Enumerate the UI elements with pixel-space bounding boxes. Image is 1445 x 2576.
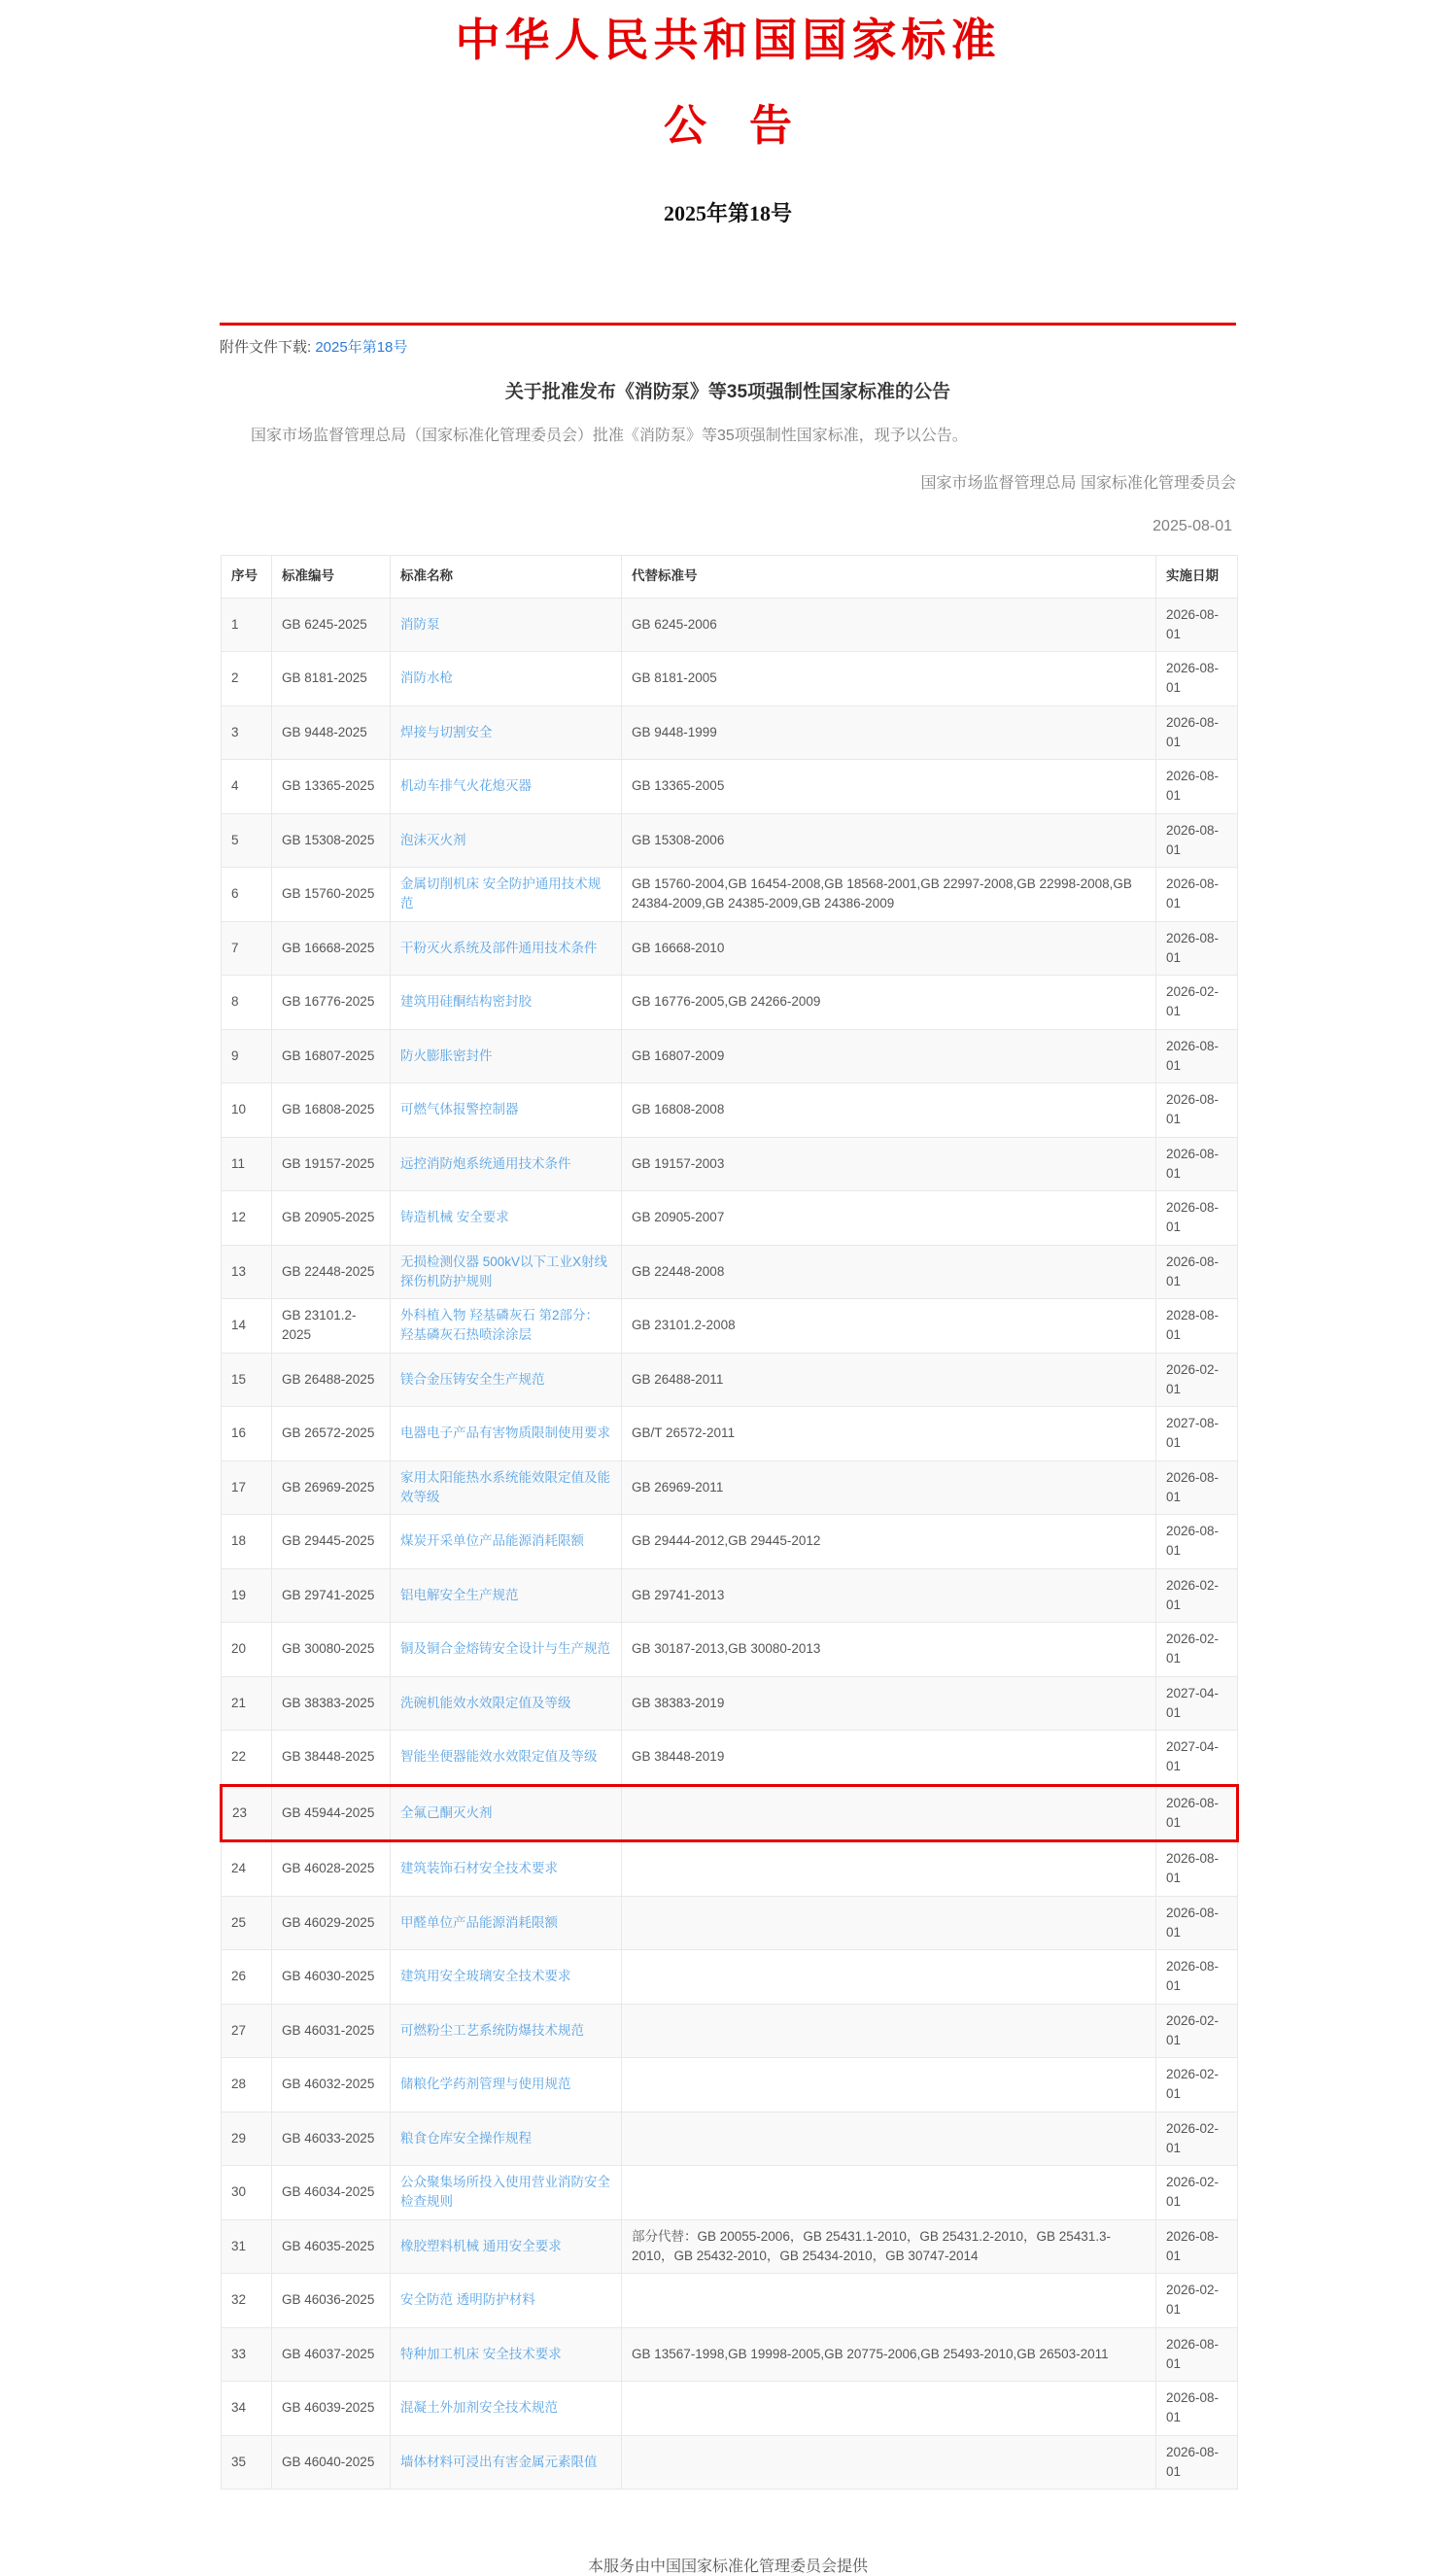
table-row [222, 705, 1238, 760]
column-header-0: 序号 [222, 556, 272, 598]
row-replaces-cell [622, 2166, 1156, 2220]
row-name-cell [391, 1623, 622, 1677]
table-row [222, 2112, 1238, 2166]
table-row [222, 1731, 1238, 1786]
row-name-cell [391, 2112, 622, 2166]
row-replaces-cell: GB 22448-2008 [622, 1245, 1156, 1299]
row-code-cell: GB 15760-2025 [272, 868, 391, 922]
standard-name-link[interactable]: 甲醛单位产品能源消耗限额 [400, 1914, 558, 1930]
row-date-cell: 2026-08-01 [1156, 2327, 1238, 2382]
row-date-cell: 2026-02-01 [1156, 1568, 1238, 1623]
standard-name-link[interactable]: 金属切削机床 安全防护通用技术规范 [400, 876, 602, 911]
row-replaces-cell [622, 2435, 1156, 2490]
table-row [222, 1896, 1238, 1950]
standard-name-link[interactable]: 泡沫灭火剂 [400, 832, 466, 847]
row-no-cell: 11 [222, 1137, 272, 1191]
row-date-cell: 2026-02-01 [1156, 1353, 1238, 1407]
standard-name-link[interactable]: 远控消防炮系统通用技术条件 [400, 1155, 571, 1171]
row-code-cell: GB 46039-2025 [272, 2382, 391, 2436]
table-row [222, 1245, 1238, 1299]
row-replaces-cell: GB 8181-2005 [622, 652, 1156, 706]
row-code-cell: GB 26488-2025 [272, 1353, 391, 1407]
row-replaces-cell: GB 26488-2011 [622, 1353, 1156, 1407]
row-date-cell: 2026-08-01 [1156, 760, 1238, 814]
row-name-cell [391, 868, 622, 922]
table-row [222, 1083, 1238, 1138]
table-row [222, 1137, 1238, 1191]
row-replaces-cell: GB 15308-2006 [622, 813, 1156, 868]
standard-name-link[interactable]: 粮食仓库安全操作规程 [400, 2130, 532, 2146]
row-no-cell: 33 [222, 2327, 272, 2382]
row-code-cell: GB 13365-2025 [272, 760, 391, 814]
row-code-cell: GB 30080-2025 [272, 1623, 391, 1677]
row-no-cell: 26 [222, 1950, 272, 2005]
column-header-2: 标准名称 [391, 556, 622, 598]
row-date-cell: 2026-08-01 [1156, 1137, 1238, 1191]
standard-name-link[interactable]: 公众聚集场所投入使用营业消防安全检查规则 [400, 2175, 610, 2210]
row-code-cell: GB 16668-2025 [272, 921, 391, 976]
standard-name-link[interactable]: 全氟己酮灭火剂 [400, 1804, 493, 1820]
page-title: 中华人民共和国国家标准 [455, 16, 1001, 65]
row-replaces-cell: GB 9448-1999 [622, 705, 1156, 760]
row-date-cell: 2027-04-01 [1156, 1731, 1238, 1786]
footer-text: 本服务由中国国家标准化管理委员会提供 [587, 2559, 868, 2576]
signature-date: 2025-08-01 [1153, 518, 1232, 535]
row-name-cell [391, 1731, 622, 1786]
row-date-cell: 2026-02-01 [1156, 1623, 1238, 1677]
row-replaces-cell [622, 1950, 1156, 2005]
row-code-cell: GB 29741-2025 [272, 1568, 391, 1623]
standards-table [220, 555, 1239, 2490]
row-date-cell: 2026-02-01 [1156, 2058, 1238, 2112]
row-no-cell: 31 [222, 2219, 272, 2274]
row-date-cell: 2026-08-01 [1156, 1896, 1238, 1950]
row-code-cell: GB 46040-2025 [272, 2435, 391, 2490]
row-replaces-cell: GB 16808-2008 [622, 1083, 1156, 1138]
row-replaces-cell [622, 2382, 1156, 2436]
row-replaces-cell: GB 13567-1998,GB 19998-2005,GB 20775-2006,GB 25493-2010,GB 26503-2011 [622, 2327, 1156, 2382]
row-name-cell [391, 1083, 622, 1138]
row-date-cell: 2026-08-01 [1156, 1191, 1238, 1246]
row-no-cell: 28 [222, 2058, 272, 2112]
row-code-cell: GB 15308-2025 [272, 813, 391, 868]
table-row [222, 2004, 1238, 2058]
standard-name-link[interactable]: 储粮化学药剂管理与使用规范 [400, 2077, 571, 2092]
standard-name-link[interactable]: 建筑装饰石材安全技术要求 [400, 1861, 558, 1876]
row-date-cell: 2027-08-01 [1156, 1407, 1238, 1461]
row-no-cell: 25 [222, 1896, 272, 1950]
row-name-cell [391, 2382, 622, 2436]
table-row [222, 2166, 1238, 2220]
issue-number: 2025年第18号 [663, 201, 792, 226]
signature-line: 国家市场监督管理总局 国家标准化管理委员会 [920, 475, 1236, 493]
row-no-cell: 10 [222, 1083, 272, 1138]
row-name-cell [391, 2327, 622, 2382]
row-replaces-cell [622, 2112, 1156, 2166]
row-no-cell: 30 [222, 2166, 272, 2220]
row-replaces-cell: GB 38448-2019 [622, 1731, 1156, 1786]
row-name-cell [391, 1568, 622, 1623]
row-code-cell: GB 8181-2025 [272, 652, 391, 706]
table-row [222, 1353, 1238, 1407]
table-row [222, 976, 1238, 1030]
row-code-cell: GB 22448-2025 [272, 1245, 391, 1299]
table-row [222, 1676, 1238, 1731]
row-name-cell [391, 1407, 622, 1461]
row-date-cell: 2028-08-01 [1156, 1299, 1238, 1354]
attachment-link[interactable]: 2025年第18号 [315, 339, 408, 357]
row-code-cell: GB 46032-2025 [272, 2058, 391, 2112]
row-code-cell: GB 46031-2025 [272, 2004, 391, 2058]
row-no-cell: 18 [222, 1515, 272, 1569]
column-header-4: 实施日期 [1156, 556, 1238, 598]
row-replaces-cell: GB 29444-2012,GB 29445-2012 [622, 1515, 1156, 1569]
table-row [222, 1460, 1238, 1515]
standard-name-link[interactable]: 建筑用安全玻璃安全技术要求 [400, 1969, 571, 1984]
standard-name-link[interactable]: 安全防范 透明防护材料 [400, 2292, 535, 2308]
row-code-cell: GB 9448-2025 [272, 705, 391, 760]
row-name-cell [391, 652, 622, 706]
row-name-cell [391, 1785, 622, 1841]
row-replaces-cell: GB 16807-2009 [622, 1029, 1156, 1083]
row-code-cell: GB 46036-2025 [272, 2274, 391, 2328]
row-date-cell: 2026-08-01 [1156, 705, 1238, 760]
standard-name-link[interactable]: 家用太阳能热水系统能效限定值及能效等级 [400, 1469, 610, 1504]
row-no-cell: 9 [222, 1029, 272, 1083]
standard-name-link[interactable]: 建筑用硅酮结构密封胶 [400, 994, 532, 1010]
row-date-cell: 2026-08-01 [1156, 2382, 1238, 2436]
row-date-cell: 2026-08-01 [1156, 921, 1238, 976]
row-no-cell: 29 [222, 2112, 272, 2166]
row-date-cell: 2026-08-01 [1156, 1515, 1238, 1569]
row-no-cell: 15 [222, 1353, 272, 1407]
standard-name-link[interactable]: 干粉灭火系统及部件通用技术条件 [400, 940, 598, 955]
standard-name-link[interactable]: 铸造机械 安全要求 [400, 1210, 509, 1225]
standard-name-link[interactable]: 煤炭开采单位产品能源消耗限额 [400, 1533, 584, 1549]
row-date-cell: 2026-02-01 [1156, 976, 1238, 1030]
row-no-cell: 5 [222, 813, 272, 868]
row-name-cell [391, 1245, 622, 1299]
row-name-cell [391, 1299, 622, 1354]
table-row [222, 2219, 1238, 2274]
row-no-cell: 20 [222, 1623, 272, 1677]
row-replaces-cell: GB 23101.2-2008 [622, 1299, 1156, 1354]
row-no-cell: 32 [222, 2274, 272, 2328]
row-code-cell: GB 46033-2025 [272, 2112, 391, 2166]
row-code-cell: GB 16808-2025 [272, 1083, 391, 1138]
row-code-cell: GB 46035-2025 [272, 2219, 391, 2274]
row-name-cell [391, 598, 622, 652]
standard-name-link[interactable]: 智能坐便器能效水效限定值及等级 [400, 1749, 598, 1765]
row-replaces-cell: GB 38383-2019 [622, 1676, 1156, 1731]
table-row [222, 1568, 1238, 1623]
standard-name-link[interactable]: 墙体材料可浸出有害金属元素限值 [400, 2454, 598, 2469]
table-row [222, 921, 1238, 976]
row-code-cell: GB 26572-2025 [272, 1407, 391, 1461]
row-code-cell: GB 23101.2-2025 [272, 1299, 391, 1354]
row-code-cell: GB 46037-2025 [272, 2327, 391, 2382]
row-date-cell: 2026-08-01 [1156, 813, 1238, 868]
row-name-cell [391, 2058, 622, 2112]
row-code-cell: GB 6245-2025 [272, 598, 391, 652]
row-name-cell [391, 1515, 622, 1569]
row-date-cell: 2026-08-01 [1156, 1083, 1238, 1138]
row-no-cell: 12 [222, 1191, 272, 1246]
row-name-cell [391, 1896, 622, 1950]
row-date-cell: 2026-08-01 [1156, 2219, 1238, 2274]
row-replaces-cell: GB 26969-2011 [622, 1460, 1156, 1515]
row-name-cell [391, 2004, 622, 2058]
row-date-cell: 2026-08-01 [1156, 1460, 1238, 1515]
row-no-cell: 19 [222, 1568, 272, 1623]
row-name-cell [391, 760, 622, 814]
row-no-cell: 21 [222, 1676, 272, 1731]
row-replaces-cell: GB 15760-2004,GB 16454-2008,GB 18568-2001,GB 22997-2008,GB 22998-2008,GB 24384-2009,GB 24385-2009,GB 24386-2009 [622, 868, 1156, 922]
row-name-cell [391, 1950, 622, 2005]
standard-name-link[interactable]: 洗碗机能效水效限定值及等级 [400, 1695, 571, 1710]
row-no-cell: 6 [222, 868, 272, 922]
standard-name-link[interactable]: 焊接与切割安全 [400, 724, 493, 739]
table-row [222, 2327, 1238, 2382]
notice-title: 关于批准发布《消防泵》等35项强制性国家标准的公告 [504, 382, 951, 403]
row-name-cell [391, 1676, 622, 1731]
row-code-cell: GB 20905-2025 [272, 1191, 391, 1246]
row-replaces-cell: GB 6245-2006 [622, 598, 1156, 652]
table-row [222, 2274, 1238, 2328]
table-row [222, 652, 1238, 706]
row-code-cell: GB 46030-2025 [272, 1950, 391, 2005]
row-replaces-cell [622, 2004, 1156, 2058]
row-name-cell [391, 2166, 622, 2220]
standard-name-link[interactable]: 机动车排气火花熄灭器 [400, 778, 532, 794]
row-name-cell [391, 1460, 622, 1515]
row-replaces-cell: GB 30187-2013,GB 30080-2013 [622, 1623, 1156, 1677]
table-row [222, 1299, 1238, 1354]
standard-name-link[interactable]: 消防泵 [400, 616, 440, 632]
row-code-cell: GB 46028-2025 [272, 1841, 391, 1897]
table-row [222, 2382, 1238, 2436]
row-code-cell: GB 26969-2025 [272, 1460, 391, 1515]
row-date-cell: 2026-08-01 [1156, 1841, 1238, 1897]
row-name-cell [391, 1353, 622, 1407]
table-header-row [222, 556, 1238, 598]
standard-name-link[interactable]: 铝电解安全生产规范 [400, 1587, 519, 1602]
row-no-cell: 2 [222, 652, 272, 706]
row-date-cell: 2026-08-01 [1156, 868, 1238, 922]
row-replaces-cell: GB/T 26572-2011 [622, 1407, 1156, 1461]
table-row [222, 868, 1238, 922]
row-code-cell: GB 29445-2025 [272, 1515, 391, 1569]
row-name-cell [391, 2435, 622, 2490]
red-divider [220, 323, 1236, 326]
row-no-cell: 16 [222, 1407, 272, 1461]
row-date-cell: 2026-02-01 [1156, 2112, 1238, 2166]
row-name-cell [391, 813, 622, 868]
row-no-cell: 27 [222, 2004, 272, 2058]
row-no-cell: 34 [222, 2382, 272, 2436]
table-row [222, 2435, 1238, 2490]
row-no-cell: 13 [222, 1245, 272, 1299]
row-name-cell [391, 921, 622, 976]
row-no-cell: 14 [222, 1299, 272, 1354]
standard-name-link[interactable]: 电器电子产品有害物质限制使用要求 [400, 1425, 610, 1441]
notice-body: 国家市场监督管理总局（国家标准化管理委员会）批准《消防泵》等35项强制性国家标准，现予以公告。 [251, 428, 968, 445]
attachment-row [220, 336, 1236, 357]
row-no-cell: 3 [222, 705, 272, 760]
table-row [222, 1841, 1238, 1897]
column-header-3: 代替标准号 [622, 556, 1156, 598]
row-replaces-cell: GB 16668-2010 [622, 921, 1156, 976]
row-date-cell: 2026-02-01 [1156, 2004, 1238, 2058]
row-date-cell: 2026-08-01 [1156, 1245, 1238, 1299]
row-replaces-cell [622, 1841, 1156, 1897]
table-row-highlighted [222, 1785, 1238, 1841]
column-header-1: 标准编号 [272, 556, 391, 598]
row-replaces-cell: GB 13365-2005 [622, 760, 1156, 814]
table-row [222, 1950, 1238, 2005]
row-no-cell: 22 [222, 1731, 272, 1786]
row-replaces-cell: GB 20905-2007 [622, 1191, 1156, 1246]
row-replaces-cell [622, 1896, 1156, 1950]
row-code-cell: GB 46034-2025 [272, 2166, 391, 2220]
row-replaces-cell [622, 2274, 1156, 2328]
standard-name-link[interactable]: 外科植入物 羟基磷灰石 第2部分：羟基磷灰石热喷涂涂层 [400, 1308, 600, 1343]
row-code-cell: GB 19157-2025 [272, 1137, 391, 1191]
row-name-cell [391, 705, 622, 760]
row-date-cell: 2026-08-01 [1156, 1950, 1238, 2005]
row-replaces-cell: 部分代替：GB 20055-2006，GB 25431.1-2010，GB 25431.2-2010，GB 25431.3-2010，GB 25432-2010，GB 25434-2010，GB 30747-2014 [622, 2219, 1156, 2274]
row-date-cell: 2026-08-01 [1156, 1029, 1238, 1083]
row-no-cell: 4 [222, 760, 272, 814]
table-row [222, 1407, 1238, 1461]
standard-name-link[interactable]: 铜及铜合金熔铸安全设计与生产规范 [400, 1641, 610, 1657]
row-no-cell: 7 [222, 921, 272, 976]
row-code-cell: GB 16776-2025 [272, 976, 391, 1030]
standard-name-link[interactable]: 特种加工机床 安全技术要求 [400, 2346, 562, 2361]
row-code-cell: GB 38383-2025 [272, 1676, 391, 1731]
row-no-cell: 35 [222, 2435, 272, 2490]
standard-name-link[interactable]: 可燃粉尘工艺系统防爆技术规范 [400, 2022, 584, 2038]
table-row [222, 1191, 1238, 1246]
attachment-label: 附件文件下载: [220, 339, 312, 357]
row-name-cell [391, 976, 622, 1030]
row-name-cell [391, 1841, 622, 1897]
standard-name-link[interactable]: 镁合金压铸安全生产规范 [400, 1371, 545, 1387]
row-no-cell: 23 [222, 1785, 272, 1841]
table-row [222, 813, 1238, 868]
row-date-cell: 2026-08-01 [1156, 2435, 1238, 2490]
standard-name-link[interactable]: 防火膨胀密封件 [400, 1048, 493, 1063]
table-row [222, 598, 1238, 652]
standard-name-link[interactable]: 混凝土外加剂安全技术规范 [400, 2400, 558, 2416]
row-name-cell [391, 1137, 622, 1191]
row-date-cell: 2027-04-01 [1156, 1676, 1238, 1731]
row-no-cell: 1 [222, 598, 272, 652]
row-code-cell: GB 16807-2025 [272, 1029, 391, 1083]
table-row [222, 1623, 1238, 1677]
row-replaces-cell: GB 29741-2013 [622, 1568, 1156, 1623]
row-code-cell: GB 46029-2025 [272, 1896, 391, 1950]
row-date-cell: 2026-08-01 [1156, 598, 1238, 652]
row-replaces-cell: GB 19157-2003 [622, 1137, 1156, 1191]
row-replaces-cell [622, 2058, 1156, 2112]
row-no-cell: 24 [222, 1841, 272, 1897]
row-name-cell [391, 1029, 622, 1083]
row-name-cell [391, 1191, 622, 1246]
table-row [222, 760, 1238, 814]
table-row [222, 1029, 1238, 1083]
table-row [222, 2058, 1238, 2112]
standard-name-link[interactable]: 消防水枪 [400, 670, 453, 686]
row-code-cell: GB 45944-2025 [272, 1785, 391, 1841]
page-subtitle: 公 告 [664, 101, 792, 150]
row-replaces-cell: GB 16776-2005,GB 24266-2009 [622, 976, 1156, 1030]
row-no-cell: 8 [222, 976, 272, 1030]
table-row [222, 1515, 1238, 1569]
standard-name-link[interactable]: 可燃气体报警控制器 [400, 1102, 519, 1117]
row-replaces-cell [622, 1785, 1156, 1841]
row-date-cell: 2026-02-01 [1156, 2274, 1238, 2328]
row-name-cell [391, 2274, 622, 2328]
row-name-cell [391, 2219, 622, 2274]
standard-name-link[interactable]: 无损检测仪器 500kV以下工业X射线探伤机防护规则 [400, 1254, 608, 1288]
row-no-cell: 17 [222, 1460, 272, 1515]
row-code-cell: GB 38448-2025 [272, 1731, 391, 1786]
row-date-cell: 2026-08-01 [1156, 652, 1238, 706]
page-content [220, 16, 1236, 2576]
row-date-cell: 2026-02-01 [1156, 2166, 1238, 2220]
standard-name-link[interactable]: 橡胶塑料机械 通用安全要求 [400, 2238, 562, 2253]
row-date-cell: 2026-08-01 [1156, 1785, 1238, 1841]
